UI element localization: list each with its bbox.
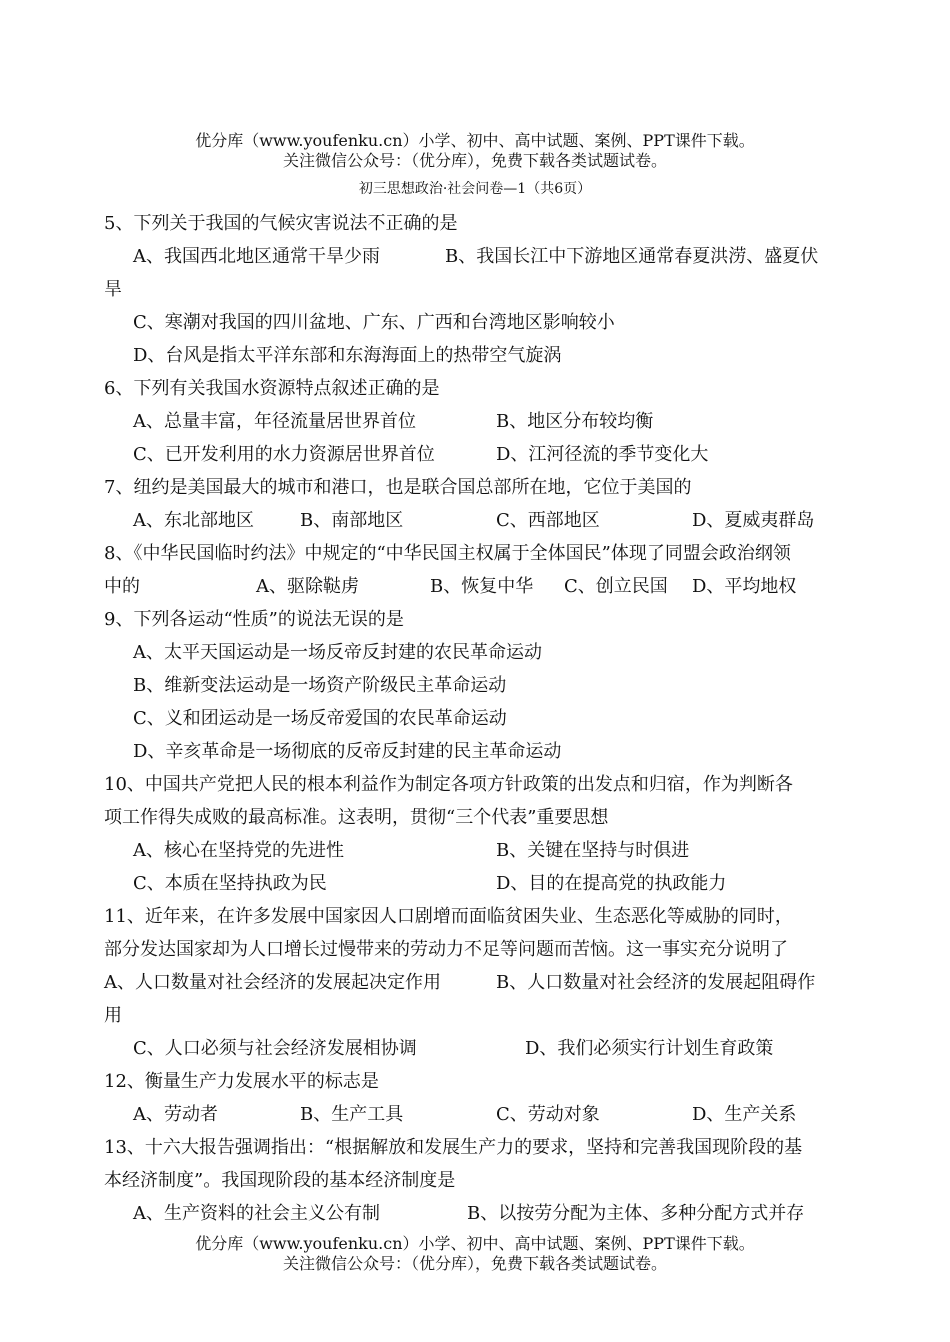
q8-option-a: A、驱除鞑虏	[256, 576, 359, 597]
q12-option-d: D、生产关系	[692, 1104, 797, 1125]
q12-option-a: A、劳动者	[133, 1104, 218, 1125]
footer-line-2: 关注微信公众号：（优分库），免费下载各类试题试卷。	[282, 1254, 667, 1273]
q6-option-b: B、地区分布较均衡	[496, 411, 654, 432]
q7-stem: 7、纽约是美国最大的城市和港口，也是联合国总部所在地，它位于美国的	[104, 477, 692, 498]
q10-stem-line-2: 项工作得失成败的最高标准。这表明，贯彻“三个代表”重要思想	[104, 807, 609, 828]
q5-option-d: D、台风是指太平洋东部和东海海面上的热带空气旋涡	[133, 345, 562, 366]
q6-stem: 6、下列有关我国水资源特点叙述正确的是	[104, 378, 440, 399]
q9-stem: 9、下列各运动“性质”的说法无误的是	[104, 609, 404, 630]
q7-option-b: B、南部地区	[300, 510, 404, 531]
q10-option-a: A、核心在坚持党的先进性	[133, 840, 344, 861]
q5-option-a: A、我国西北地区通常干旱少雨	[133, 246, 380, 267]
q13-option-a: A、生产资料的社会主义公有制	[133, 1203, 380, 1224]
q11-option-c: C、人口必须与社会经济发展相协调	[133, 1038, 417, 1059]
q12-option-c: C、劳动对象	[496, 1104, 600, 1125]
q7-option-a: A、东北部地区	[133, 510, 254, 531]
q5-option-c: C、寒潮对我国的四川盆地、广东、广西和台湾地区影响较小	[133, 312, 615, 333]
q5-stem: 5、下列关于我国的气候灾害说法不正确的是	[104, 213, 458, 234]
q9-option-c: C、义和团运动是一场反帝爱国的农民革命运动	[133, 708, 507, 729]
q8-stem-line-2: 中的	[104, 576, 140, 597]
q10-stem-line-1: 10、中国共产党把人民的根本利益作为制定各项方针政策的出发点和归宿，作为判断各	[104, 774, 793, 795]
q6-option-c: C、已开发利用的水力资源居世界首位	[133, 444, 435, 465]
q11-option-b-cont: 用	[104, 1005, 122, 1026]
q13-stem-line-1: 13、十六大报告强调指出：“根据解放和发展生产力的要求，坚持和完善我国现阶段的基	[104, 1137, 803, 1158]
q11-option-a: A、人口数量对社会经济的发展起决定作用	[104, 972, 441, 993]
q6-option-a: A、总量丰富，年径流量居世界首位	[133, 411, 416, 432]
q7-option-c: C、西部地区	[496, 510, 600, 531]
q11-stem-line-2: 部分发达国家却为人口增长过慢带来的劳动力不足等问题而苦恼。这一事实充分说明了	[104, 939, 788, 960]
footer-line-1: 优分库（www.youfenku.cn）小学、初中、高中试题、案例、PPT课件下载。	[195, 1234, 755, 1253]
q8-stem-line-1: 8、《中华民国临时约法》中规定的“中华民国主权属于全体国民”体现了同盟会政治纲领	[104, 543, 791, 564]
q13-stem-line-2: 本经济制度”。我国现阶段的基本经济制度是	[104, 1170, 456, 1191]
q10-option-d: D、目的在提高党的执政能力	[496, 873, 727, 894]
header-line-2: 关注微信公众号：（优分库），免费下载各类试题试卷。	[282, 151, 667, 170]
q8-option-b: B、恢复中华	[430, 576, 534, 597]
q11-stem-line-1: 11、近年来，在许多发展中国家因人口剧增而面临贫困失业、生态恶化等威胁的同时，	[104, 906, 793, 927]
q9-option-d: D、辛亥革命是一场彻底的反帝反封建的民主革命运动	[133, 741, 562, 762]
q7-option-d: D、夏威夷群岛	[692, 510, 815, 531]
q8-option-c: C、创立民国	[564, 576, 668, 597]
q10-option-b: B、关键在坚持与时俱进	[496, 840, 690, 861]
q13-option-b: B、以按劳分配为主体、多种分配方式并存	[467, 1203, 805, 1224]
q9-option-a: A、太平天国运动是一场反帝反封建的农民革命运动	[133, 642, 542, 663]
q8-option-d: D、平均地权	[692, 576, 797, 597]
q12-option-b: B、生产工具	[300, 1104, 404, 1125]
q6-option-d: D、江河径流的季节变化大	[496, 444, 709, 465]
q9-option-b: B、维新变法运动是一场资产阶级民主革命运动	[133, 675, 507, 696]
q5-option-b: B、我国长江中下游地区通常春夏洪涝、盛夏伏	[445, 246, 819, 267]
q5-option-b-cont: 旱	[104, 279, 122, 300]
q11-option-d: D、我们必须实行计划生育政策	[525, 1038, 774, 1059]
header-line-1: 优分库（www.youfenku.cn）小学、初中、高中试题、案例、PPT课件下载。	[195, 131, 755, 150]
q12-stem: 12、衡量生产力发展水平的标志是	[104, 1071, 379, 1092]
q11-option-b: B、人口数量对社会经济的发展起阻碍作	[496, 972, 816, 993]
q10-option-c: C、本质在坚持执政为民	[133, 873, 327, 894]
page-info: 初三思想政治·社会问卷—1（共6页）	[358, 181, 592, 197]
